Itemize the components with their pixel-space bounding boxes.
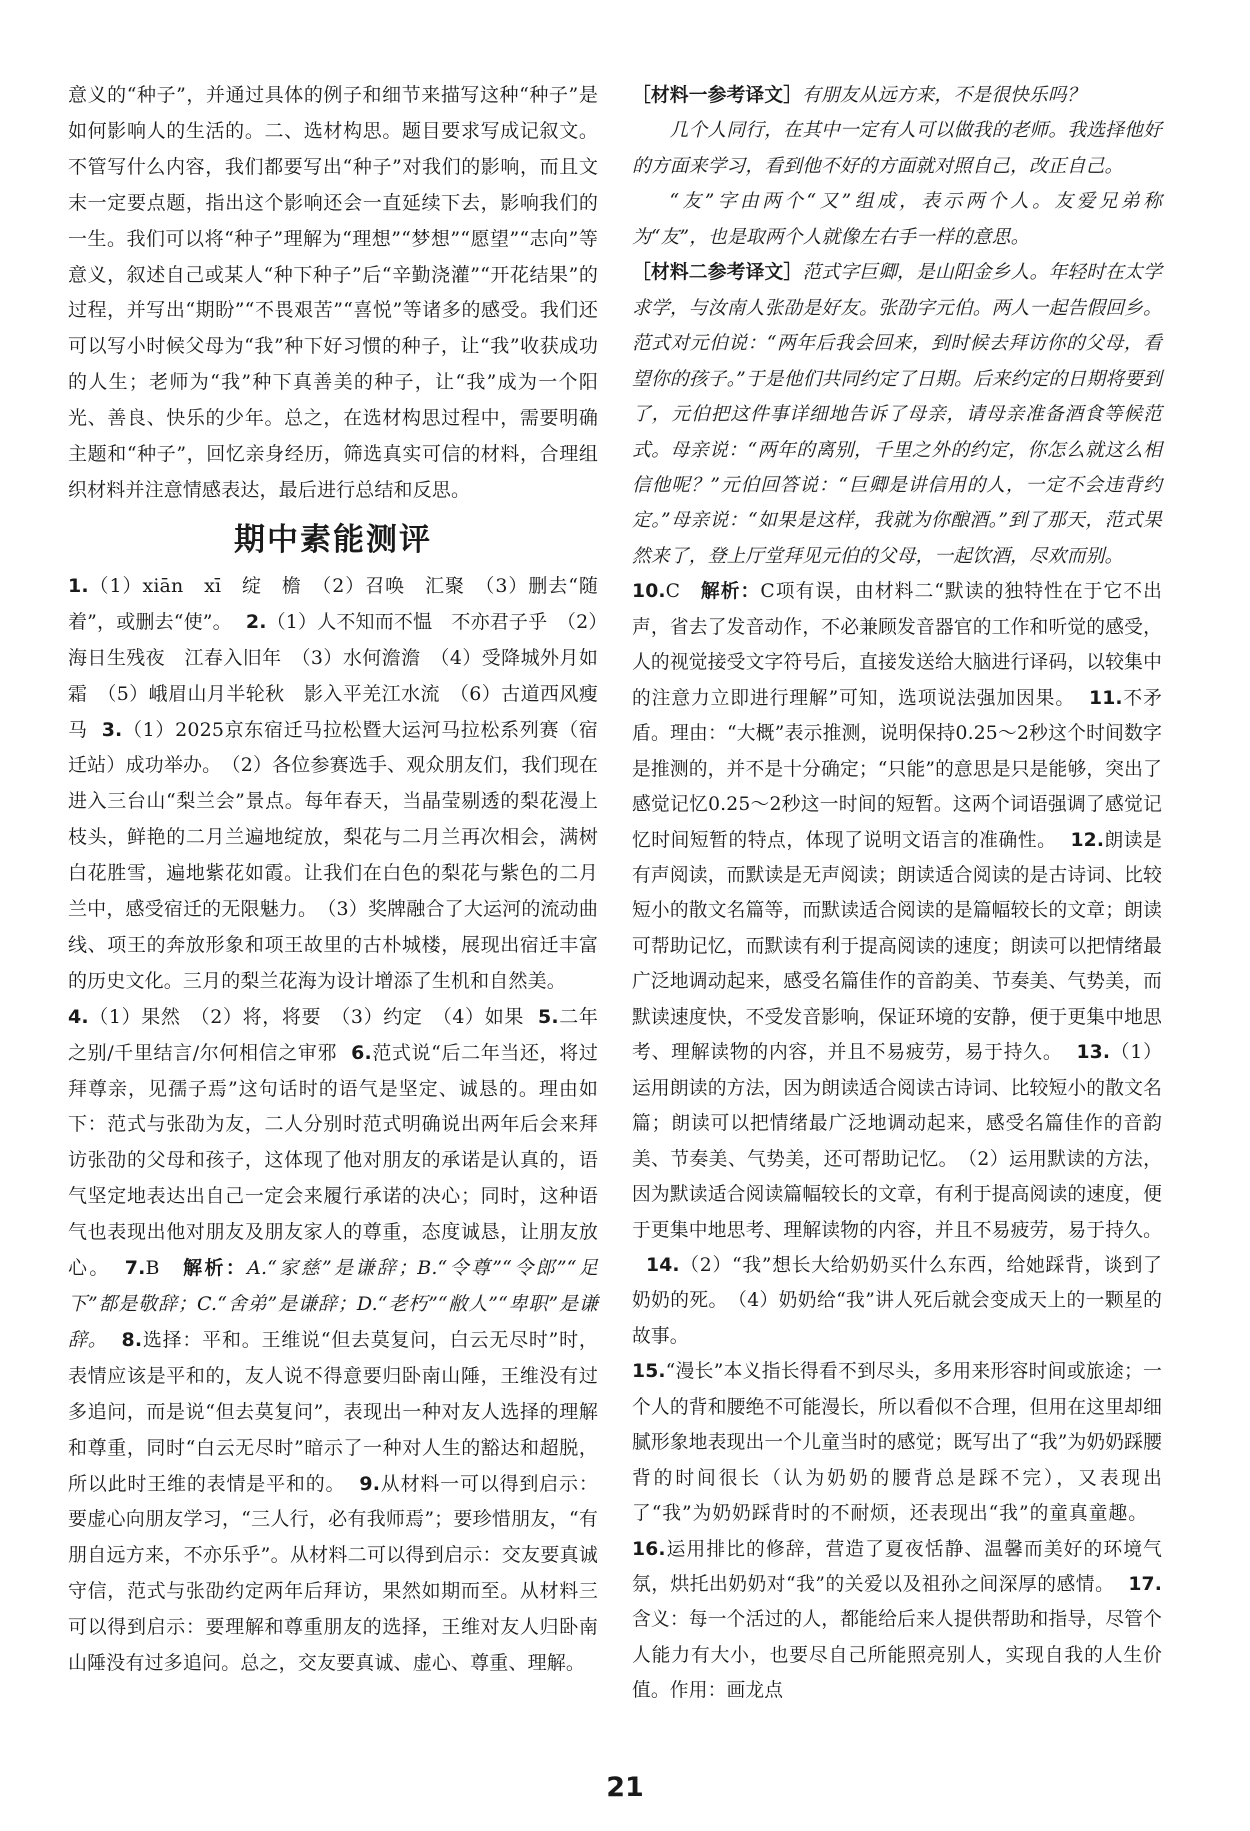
material-one-text: 有朋友从远方来，不是很快乐吗？	[802, 85, 1086, 106]
right-column	[632, 78, 1162, 1709]
answer-number: 3.	[101, 718, 123, 741]
answer-text: 从材料一可以得到启示：要虚心向朋友学习，“三人行，必有我师焉”；要珍惜朋友，“有朋自远方来，不亦乐乎”。从材料二可以得到启示：交友要真诚守信，范式与张劭约定两年后拜访，果然如期而至。从材料三可以得到启示：要理解和尊重朋友的选择，王维对友人归卧南山陲没有过多追问。总之，交友要真诚、虚心、尊重、理解。	[68, 1472, 598, 1675]
essay-guidance-paragraph: 意义的“种子”，并通过具体的例子和细节来描写这种“种子”是如何影响人的生活的。二、选材构思。题目要求写成记叙文。不管写什么内容，我们都要写出“种子”对我们的影响，而且文末一定要点题，指出这个影响还会一直延续下去，影响我们的一生。我们可以将“种子”理解为“理想”“梦想”“愿望”“志向”等意义，叙述自己或某人“种下种子”后“辛勤浇灌”“开花结果”的过程，并写出“期盼”“不畏艰苦”“喜悦”等诸多的感受。我们还可以写小时候父母为“我”种下好习惯的种子，让“我”收获成功的人生；老师为“我”种下真善美的种子，让“我”成为一个阳光、善良、快乐的少年。总之，在选材构思过程中，需要明确主题和“种子”，回忆亲身经历，筛选真实可信的材料，合理组织材料并注意情感表达，最后进行总结和反思。	[68, 84, 598, 501]
answer-number: 4.	[68, 1005, 89, 1028]
answer-number: 1.	[68, 574, 89, 597]
answer-text: C	[665, 581, 701, 603]
answer-number: 2.	[245, 610, 267, 633]
answer-text: 朗读是有声阅读，而默读是无声阅读；朗读适合阅读的是古诗词、比较短小的散文名篇等，而默读适合阅读的是篇幅较长的文章；朗读可帮助记忆，而默读有利于提高阅读的速度；朗读可以把情绪最广泛地调动起来，感受名篇佳作的音韵美、节奏美、气势美，而默读速度快，不受发音影响，保证环境的安静，便于更集中地思考、理解读物的内容，并且不易疲劳，易于持久。	[632, 829, 1162, 1064]
material-two-translation	[632, 255, 1162, 574]
analysis-text: C项有误，由材料二“默读的独特性在于它不出声，省去了发音动作，不必兼顾发音器官的工作和听觉的感受，人的视觉接受文字符号后，直接发送给大脑进行译码，以较集中的注意力立即进行理解”可知，选项说法强加因果。	[632, 581, 1162, 709]
answer-number: 12.	[1070, 829, 1105, 851]
answer-number: 7.	[124, 1257, 146, 1280]
answer-number: 10.	[632, 581, 666, 603]
answer-number: 6.	[351, 1041, 372, 1064]
material-one-label: ［材料一参考译文］	[632, 85, 803, 106]
answer-text: 含义：每一个活过的人，都能给后来人提供帮助和指导，尽管个人能力有大小，也要尽自己所能照亮别人，实现自我的人生价值。作用：画龙点	[632, 1609, 1162, 1702]
answer-text: 选择：平和。王维说“但去莫复问，白云无尽时”时，表情应该是平和的，友人说不得意要归卧南山陲，王维没有过多追问，而是说“但去莫复问”，表现出一种对友人选择的理解和尊重，同时“白云无尽时”暗示了一种对人生的豁达和超脱，所以此时王维的表情是平和的。	[68, 1328, 598, 1495]
analysis-text: A.“家慈”是谦辞；B.“令尊”“令郎”“足下”都是敬辞；C.“舍弟”是谦辞；D.“老朽”“敝人”“卑职”是谦辞。	[68, 1257, 598, 1351]
analysis-label: 解析：	[183, 1257, 248, 1280]
analysis-label: 解析：	[700, 581, 761, 603]
answer-text: 范式说“后二年当还，将过拜尊亲，见孺子焉”这句话时的语气是坚定、诚恳的。理由如下：范式与张劭为友，二人分别时范式明确说出两年后会来拜访张劭的父母和孩子，这体现了他对朋友的承诺是认真的，语气坚定地表达出自己一定会来履行承诺的决心；同时，这种语气也表现出他对朋友及朋友家人的尊重，态度诚恳，让朋友放心。	[68, 1041, 598, 1280]
section-heading: 期中素能测评	[234, 521, 432, 558]
answer-text: （1）xiān xī 绽 檐 （2）召唤 汇聚 （3）删去“随着”，或删去“使”。	[68, 574, 598, 633]
answer-number: 15.	[632, 1361, 666, 1383]
answer-number: 11.	[1089, 687, 1123, 709]
answer-text: （1）2025京东宿迁马拉松暨大运河马拉松系列赛（宿迁站）成功举办。 （2）各位参赛选手、观众朋友们，我们现在进入三台山“梨兰会”景点。每年春天，当晶莹剔透的梨花漫上枝头，鲜艳的二月兰遍地绽放，梨花与二月兰再次相会，满树白花胜雪，遍地紫花如霞。让我们在白色的梨花与紫色的二月兰中，感受宿迁的无限魅力。 （3）奖牌融合了大运河的流动曲线、项王的奔放形象和项王故里的古朴城楼，展现出宿迁丰富的历史文化。三月的梨兰花海为设计增添了生机和自然美。	[68, 718, 598, 992]
answer-text: 不矛盾。理由：“大概”表示推测，说明保持0.25～2秒这个时间数字是推测的，并不是十分确定；“只能”的意思是只是能够，突出了感觉记忆0.25～2秒这一时间的短暂。这两个词语强调了感觉记忆时间短暂的特点，体现了说明文语言的准确性。	[632, 687, 1162, 851]
left-column	[68, 78, 598, 1682]
answer-text: “漫长”本义指长得看不到尽头，多用来形容时间或旅途；一个人的背和腰绝不可能漫长，所以看似不合理，但用在这里却细腻形象地表现出一个儿童当时的感觉；既写出了“我”为奶奶踩腰背的时间很长（认为奶奶的腰背总是踩不完），又表现出了“我”为奶奶踩背时的不耐烦，还表现出“我”的童真童趣。	[632, 1361, 1162, 1525]
material-one-paragraph-2: 几个人同行，在其中一定有人可以做我的老师。我选择他好的方面来学习，看到他不好的方面就对照自己，改正自己。	[632, 120, 1162, 177]
answer-text: （1）人不知而不愠 不亦君子乎 （2）海日生残夜 江春入旧年 （3）水何澹澹 （4）受降城外月如霜 （5）峨眉山月半轮秋 影入平羌江水流 （6）古道西风瘦马	[68, 610, 599, 741]
answer-text: B	[145, 1257, 184, 1280]
answers-block-left	[68, 569, 598, 1682]
material-two-text: 范式字巨卿，是山阳金乡人。年轻时在太学求学，与汝南人张劭是好友。张劭字元伯。两人一起告假回乡。范式对元伯说：“两年后我会回来，到时候去拜访你的父母，看望你的孩子。”于是他们共同约定了日期。后来约定的日期将要到了，元伯把这件事详细地告诉了母亲，请母亲准备酒食等候范式。母亲说：“两年的离别，千里之外的约定，你怎么就这么相信他呢？”元伯回答说：“巨卿是讲信用的人，一定不会违背约定。”母亲说：“如果是这样，我就为你酿酒。”到了那天，范式果然来了，登上厅堂拜见元伯的父母，一起饮酒，尽欢而别。	[632, 262, 1162, 567]
answer-number: 8.	[121, 1328, 143, 1351]
page-number: 21	[606, 1772, 644, 1803]
answers-block-right	[632, 574, 1162, 1709]
material-one-translation	[632, 78, 1162, 113]
answer-text: （2）“我”想长大给奶奶买什么东西，给她踩背，谈到了奶奶的死。 （4）奶奶给“我”讲人死后就会变成天上的一颗星的故事。	[632, 1254, 1162, 1347]
answer-number: 14.	[646, 1254, 680, 1276]
answer-number: 16.	[632, 1538, 666, 1560]
answer-number: 5.	[537, 1005, 559, 1028]
answer-number: 9.	[359, 1472, 381, 1495]
answer-text: 运用排比的修辞，营造了夏夜恬静、温馨而美好的环境气氛，烘托出奶奶对“我”的关爱以及祖孙之间深厚的感情。	[632, 1538, 1162, 1596]
answer-number: 13.	[1076, 1042, 1111, 1064]
material-two-label: ［材料二参考译文］	[632, 262, 803, 284]
answer-text: 二年之别/千里结言/尔何相信之审邪	[68, 1005, 598, 1064]
answer-text: （1）运用朗读的方法，因为朗读适合阅读古诗词、比较短小的散文名篇；朗读可以把情绪最广泛地调动起来，感受名篇佳作的音韵美、节奏美、气势美，还可帮助记忆。 （2）运用默读的方法，因为默读适合阅读篇幅较长的文章，有利于提高阅读的速度，便于更集中地思考、理解读物的内容，并且不易疲劳，易于持久。	[632, 1042, 1162, 1241]
material-one-paragraph-3: “友”字由两个“又”组成，表示两个人。友爱兄弟称为“友”，也是取两个人就像左右手一样的意思。	[632, 191, 1162, 248]
answer-text: （1）果然 （2）将，将要 （3）约定 （4）如果	[88, 1005, 524, 1028]
answer-number: 17.	[1128, 1574, 1162, 1596]
